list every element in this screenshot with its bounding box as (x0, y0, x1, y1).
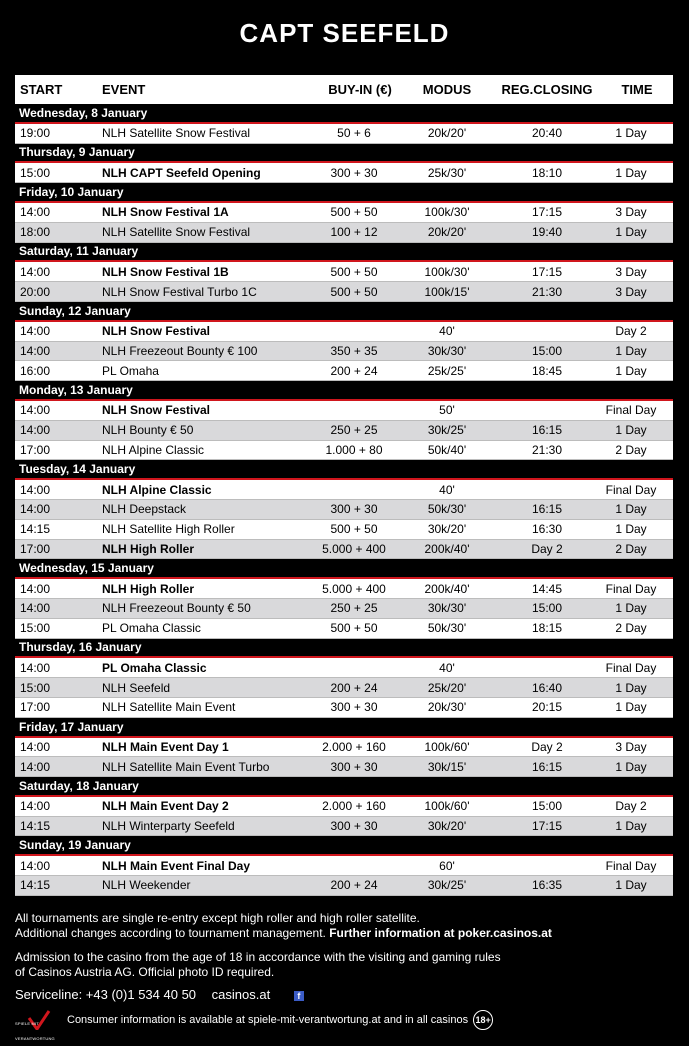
cell-reg-closing: 21:30 (531, 442, 563, 457)
cell-modus: 20k/30' (427, 700, 467, 715)
cell-start: 15:00 (20, 165, 51, 180)
cell-buyin: 500 + 50 (330, 264, 378, 279)
cell-modus: 40' (439, 324, 455, 339)
table-row (15, 856, 673, 876)
cell-buyin: 300 + 30 (330, 165, 378, 180)
cell-modus: 100k/15' (424, 284, 470, 299)
cell-modus: 30k/15' (427, 759, 467, 774)
cell-buyin: 250 + 25 (330, 601, 378, 616)
cell-time: 1 Day (615, 423, 647, 438)
cell-event: NLH Satellite Main Event Turbo (102, 759, 270, 774)
table-row (15, 163, 673, 183)
cell-time: 1 Day (615, 225, 647, 240)
cell-modus: 100k/30' (424, 264, 470, 279)
cell-start: 14:15 (20, 522, 51, 537)
cell-start: 14:15 (20, 878, 51, 893)
table-row (15, 797, 673, 817)
cell-reg-closing: 16:15 (531, 423, 563, 438)
note-reentry: All tournaments are single re-entry except high roller and high roller satellite. (15, 911, 420, 925)
cell-buyin: 50 + 6 (337, 126, 371, 141)
cell-event: NLH High Roller (102, 541, 194, 556)
cell-time: 1 Day (615, 165, 647, 180)
cell-buyin: 5.000 + 400 (322, 581, 386, 596)
cell-buyin: 500 + 50 (330, 522, 378, 537)
further-info-link[interactable]: Further information at poker.casinos.at (329, 926, 552, 940)
cell-event: NLH Snow Festival (102, 324, 211, 339)
cell-event: NLH Alpine Classic (102, 442, 205, 457)
cell-time: 2 Day (615, 442, 647, 457)
cell-time: Final Day (605, 403, 657, 418)
cell-time: 2 Day (615, 541, 647, 556)
cell-start: 14:00 (20, 858, 51, 873)
day-header: Wednesday, 15 January (15, 559, 673, 579)
cell-time: 3 Day (615, 284, 647, 299)
cell-event: PL Omaha (102, 363, 159, 378)
cell-event: NLH Main Event Final Day (102, 858, 251, 873)
schedule-table (15, 75, 673, 896)
cell-buyin: 200 + 24 (330, 363, 378, 378)
cell-buyin: 500 + 50 (330, 284, 378, 299)
cell-reg-closing: 15:00 (531, 799, 563, 814)
cell-event: NLH Seefeld (102, 680, 171, 695)
cell-modus: 30k/20' (427, 522, 467, 537)
table-row (15, 738, 673, 758)
cell-event: NLH Winterparty Seefeld (102, 819, 235, 834)
cell-start: 14:00 (20, 799, 51, 814)
cell-start: 14:00 (20, 423, 51, 438)
cell-modus: 25k/25' (427, 363, 467, 378)
day-header: Wednesday, 8 January (15, 104, 673, 124)
cell-modus: 200k/40' (424, 541, 470, 556)
cell-event: NLH Satellite Main Event (102, 700, 236, 715)
cell-start: 14:00 (20, 324, 51, 339)
cell-time: Final Day (605, 858, 657, 873)
table-row (15, 203, 673, 223)
cell-modus: 30k/25' (427, 423, 467, 438)
cell-reg-closing (493, 401, 601, 420)
cell-time: 1 Day (615, 700, 647, 715)
cell-modus: 30k/25' (427, 878, 467, 893)
table-row (15, 282, 673, 302)
cell-start: 20:00 (20, 284, 51, 299)
table-row (15, 361, 673, 381)
cell-event: NLH Deepstack (102, 502, 187, 517)
footer-notes (15, 911, 675, 941)
table-row (15, 876, 673, 896)
cell-time: 1 Day (615, 601, 647, 616)
cell-event: PL Omaha Classic (102, 621, 201, 636)
serviceline: Serviceline: +43 (0)1 534 40 50 (15, 987, 197, 1002)
cell-modus: 200k/40' (424, 581, 470, 596)
cell-event: NLH Satellite Snow Festival (102, 225, 251, 240)
cell-modus: 50k/30' (427, 502, 467, 517)
cell-start: 14:00 (20, 581, 51, 596)
table-row (15, 678, 673, 698)
day-header: Saturday, 11 January (15, 243, 673, 263)
cell-buyin: 500 + 50 (330, 205, 378, 220)
note-changes: Additional changes according to tournament management. Further information at poker.casinos.at (15, 926, 552, 940)
cell-modus: 25k/20' (427, 680, 467, 695)
table-row (15, 322, 673, 342)
cell-modus: 20k/20' (427, 126, 467, 141)
cell-event: NLH CAPT Seefeld Opening (102, 165, 261, 180)
cell-start: 16:00 (20, 363, 51, 378)
website-link[interactable]: casinos.at (211, 987, 271, 1002)
cell-time: Day 2 (615, 799, 647, 814)
cell-reg-closing: Day 2 (531, 739, 563, 754)
cell-modus: 50' (439, 403, 455, 418)
cell-start: 14:00 (20, 601, 51, 616)
cell-reg-closing: 16:15 (531, 502, 563, 517)
table-row (15, 342, 673, 362)
table-row (15, 757, 673, 777)
cell-buyin: 300 + 30 (330, 700, 378, 715)
cell-event: NLH Snow Festival Turbo 1C (102, 284, 257, 299)
table-row (15, 480, 673, 500)
day-header: Monday, 13 January (15, 381, 673, 401)
cell-start: 18:00 (20, 225, 51, 240)
cell-buyin: 200 + 24 (330, 680, 378, 695)
cell-buyin (307, 322, 401, 341)
cell-reg-closing: 16:30 (531, 522, 563, 537)
day-header: Thursday, 16 January (15, 639, 673, 659)
cell-reg-closing: 14:45 (531, 581, 563, 596)
cell-modus: 60' (439, 858, 455, 873)
cell-reg-closing: 20:15 (531, 700, 563, 715)
cell-event: NLH Alpine Classic (102, 482, 212, 497)
cell-event: NLH Main Event Day 1 (102, 739, 229, 754)
cell-modus: 100k/60' (424, 799, 470, 814)
cell-start: 17:00 (20, 700, 51, 715)
table-row (15, 500, 673, 520)
cell-time: 1 Day (615, 126, 647, 141)
cell-buyin: 500 + 50 (330, 621, 378, 636)
cell-modus: 100k/30' (424, 205, 470, 220)
cell-start: 14:00 (20, 759, 51, 774)
table-row (15, 520, 673, 540)
cell-time: 1 Day (615, 878, 647, 893)
cell-reg-closing: 16:15 (531, 759, 563, 774)
table-header (15, 75, 673, 104)
cell-time: Final Day (605, 482, 657, 497)
cell-start: 14:00 (20, 739, 51, 754)
day-header: Friday, 17 January (15, 718, 673, 738)
table-row (15, 658, 673, 678)
table-row (15, 401, 673, 421)
cell-time: 3 Day (615, 264, 647, 279)
cell-buyin: 300 + 30 (330, 819, 378, 834)
table-row (15, 540, 673, 560)
cell-time: 1 Day (615, 680, 647, 695)
cell-event: NLH Snow Festival 1B (102, 264, 229, 279)
cell-event: NLH High Roller (102, 581, 194, 596)
age-18-badge: 18+ (473, 1010, 493, 1030)
table-row (15, 599, 673, 619)
footer-admission: Admission to the casino from the age of 18 in accordance with the visiting and gaming rules of Casinos Austria AG. Official photo ID required. (15, 950, 501, 979)
cell-reg-closing (493, 658, 601, 677)
day-header: Sunday, 12 January (15, 302, 673, 322)
cell-start: 17:00 (20, 442, 51, 457)
header-reg-closing: REG.CLOSING (501, 82, 593, 97)
cell-start: 15:00 (20, 621, 51, 636)
cell-time: 2 Day (615, 621, 647, 636)
cell-buyin: 2.000 + 160 (322, 739, 386, 754)
cell-event: NLH Snow Festival (102, 403, 211, 418)
cell-event: NLH Freezeout Bounty € 100 (102, 343, 258, 358)
cell-buyin: 350 + 35 (330, 343, 378, 358)
responsible-gaming-logo: SPIELE MIT VERANTWORTUNG (15, 1010, 65, 1030)
table-row (15, 124, 673, 144)
cell-reg-closing: 18:10 (531, 165, 563, 180)
cell-event: NLH Satellite High Roller (102, 522, 235, 537)
cell-reg-closing: 15:00 (531, 343, 563, 358)
day-header: Tuesday, 14 January (15, 460, 673, 480)
cell-modus: 50k/30' (427, 621, 467, 636)
cell-reg-closing: 18:45 (531, 363, 563, 378)
cell-reg-closing (493, 480, 601, 499)
cell-time: 1 Day (615, 819, 647, 834)
cell-start: 14:00 (20, 660, 51, 675)
cell-time: 1 Day (615, 522, 647, 537)
cell-time: Day 2 (615, 324, 647, 339)
cell-buyin: 200 + 24 (330, 878, 378, 893)
cell-start: 14:00 (20, 403, 51, 418)
cell-modus: 30k/30' (427, 601, 467, 616)
cell-reg-closing (493, 856, 601, 875)
cell-modus: 100k/60' (424, 739, 470, 754)
cell-reg-closing: 15:00 (531, 601, 563, 616)
header-start: START (20, 82, 63, 97)
cell-event: NLH Satellite Snow Festival (102, 126, 251, 141)
header-modus: MODUS (422, 82, 472, 97)
cell-start: 15:00 (20, 680, 51, 695)
cell-start: 14:00 (20, 264, 51, 279)
cell-buyin: 100 + 12 (330, 225, 378, 240)
cell-buyin (307, 856, 401, 875)
cell-reg-closing: 16:40 (531, 680, 563, 695)
cell-event: PL Omaha Classic (102, 660, 207, 675)
cell-buyin (307, 401, 401, 420)
cell-modus: 40' (439, 660, 455, 675)
cell-start: 14:00 (20, 502, 51, 517)
cell-start: 17:00 (20, 541, 51, 556)
header-time: TIME (621, 82, 653, 97)
cell-start: 14:15 (20, 819, 51, 834)
cell-reg-closing: 17:15 (531, 264, 563, 279)
cell-time: 3 Day (615, 739, 647, 754)
cell-modus: 50k/40' (427, 442, 467, 457)
cell-buyin (307, 658, 401, 677)
cell-time: Final Day (605, 660, 657, 675)
cell-reg-closing: 20:40 (531, 126, 563, 141)
table-row (15, 619, 673, 639)
table-row (15, 579, 673, 599)
cell-reg-closing: 21:30 (531, 284, 563, 299)
table-row (15, 262, 673, 282)
cell-start: 14:00 (20, 343, 51, 358)
cell-time: 3 Day (615, 205, 647, 220)
footer-contact (15, 987, 675, 1002)
facebook-icon[interactable]: f (294, 991, 304, 1001)
cell-reg-closing (493, 322, 601, 341)
cell-time: Final Day (605, 581, 657, 596)
cell-time: 1 Day (615, 502, 647, 517)
table-row (15, 817, 673, 837)
cell-buyin: 300 + 30 (330, 502, 378, 517)
table-row (15, 223, 673, 243)
day-header: Thursday, 9 January (15, 144, 673, 164)
cell-modus: 30k/20' (427, 819, 467, 834)
day-header: Saturday, 18 January (15, 777, 673, 797)
header-buyin: BUY-IN (€) (328, 82, 392, 97)
cell-reg-closing: 18:15 (531, 621, 563, 636)
cell-buyin: 300 + 30 (330, 759, 378, 774)
header-event: EVENT (102, 82, 146, 97)
cell-buyin: 2.000 + 160 (322, 799, 386, 814)
cell-time: 1 Day (615, 363, 647, 378)
day-header: Friday, 10 January (15, 183, 673, 203)
page-title: CAPT SEEFELD (239, 18, 450, 48)
cell-event: NLH Main Event Day 2 (102, 799, 229, 814)
cell-buyin: 1.000 + 80 (325, 442, 383, 457)
cell-buyin: 250 + 25 (330, 423, 378, 438)
cell-event: NLH Bounty € 50 (102, 423, 194, 438)
table-row (15, 421, 673, 441)
cell-reg-closing: Day 2 (531, 541, 563, 556)
cell-modus: 20k/20' (427, 225, 467, 240)
cell-modus: 30k/30' (427, 343, 467, 358)
table-row (15, 698, 673, 718)
cell-reg-closing: 19:40 (531, 225, 563, 240)
footer-consumer (15, 1010, 675, 1041)
cell-event: NLH Freezeout Bounty € 50 (102, 601, 251, 616)
cell-start: 14:00 (20, 482, 51, 497)
day-header: Sunday, 19 January (15, 836, 673, 856)
cell-modus: 25k/30' (427, 165, 467, 180)
table-row (15, 441, 673, 461)
cell-start: 19:00 (20, 126, 51, 141)
cell-buyin: 5.000 + 400 (322, 541, 386, 556)
cell-modus: 40' (439, 482, 455, 497)
cell-event: NLH Weekender (102, 878, 191, 893)
cell-reg-closing: 17:15 (531, 819, 563, 834)
cell-buyin (307, 480, 401, 499)
cell-reg-closing: 16:35 (531, 878, 563, 893)
consumer-info: Consumer information is available at spiele-mit-verantwortung.at and in all casinos (67, 1013, 469, 1026)
cell-time: 1 Day (615, 343, 647, 358)
cell-event: NLH Snow Festival 1A (102, 205, 229, 220)
cell-start: 14:00 (20, 205, 51, 220)
cell-reg-closing: 17:15 (531, 205, 563, 220)
cell-time: 1 Day (615, 759, 647, 774)
